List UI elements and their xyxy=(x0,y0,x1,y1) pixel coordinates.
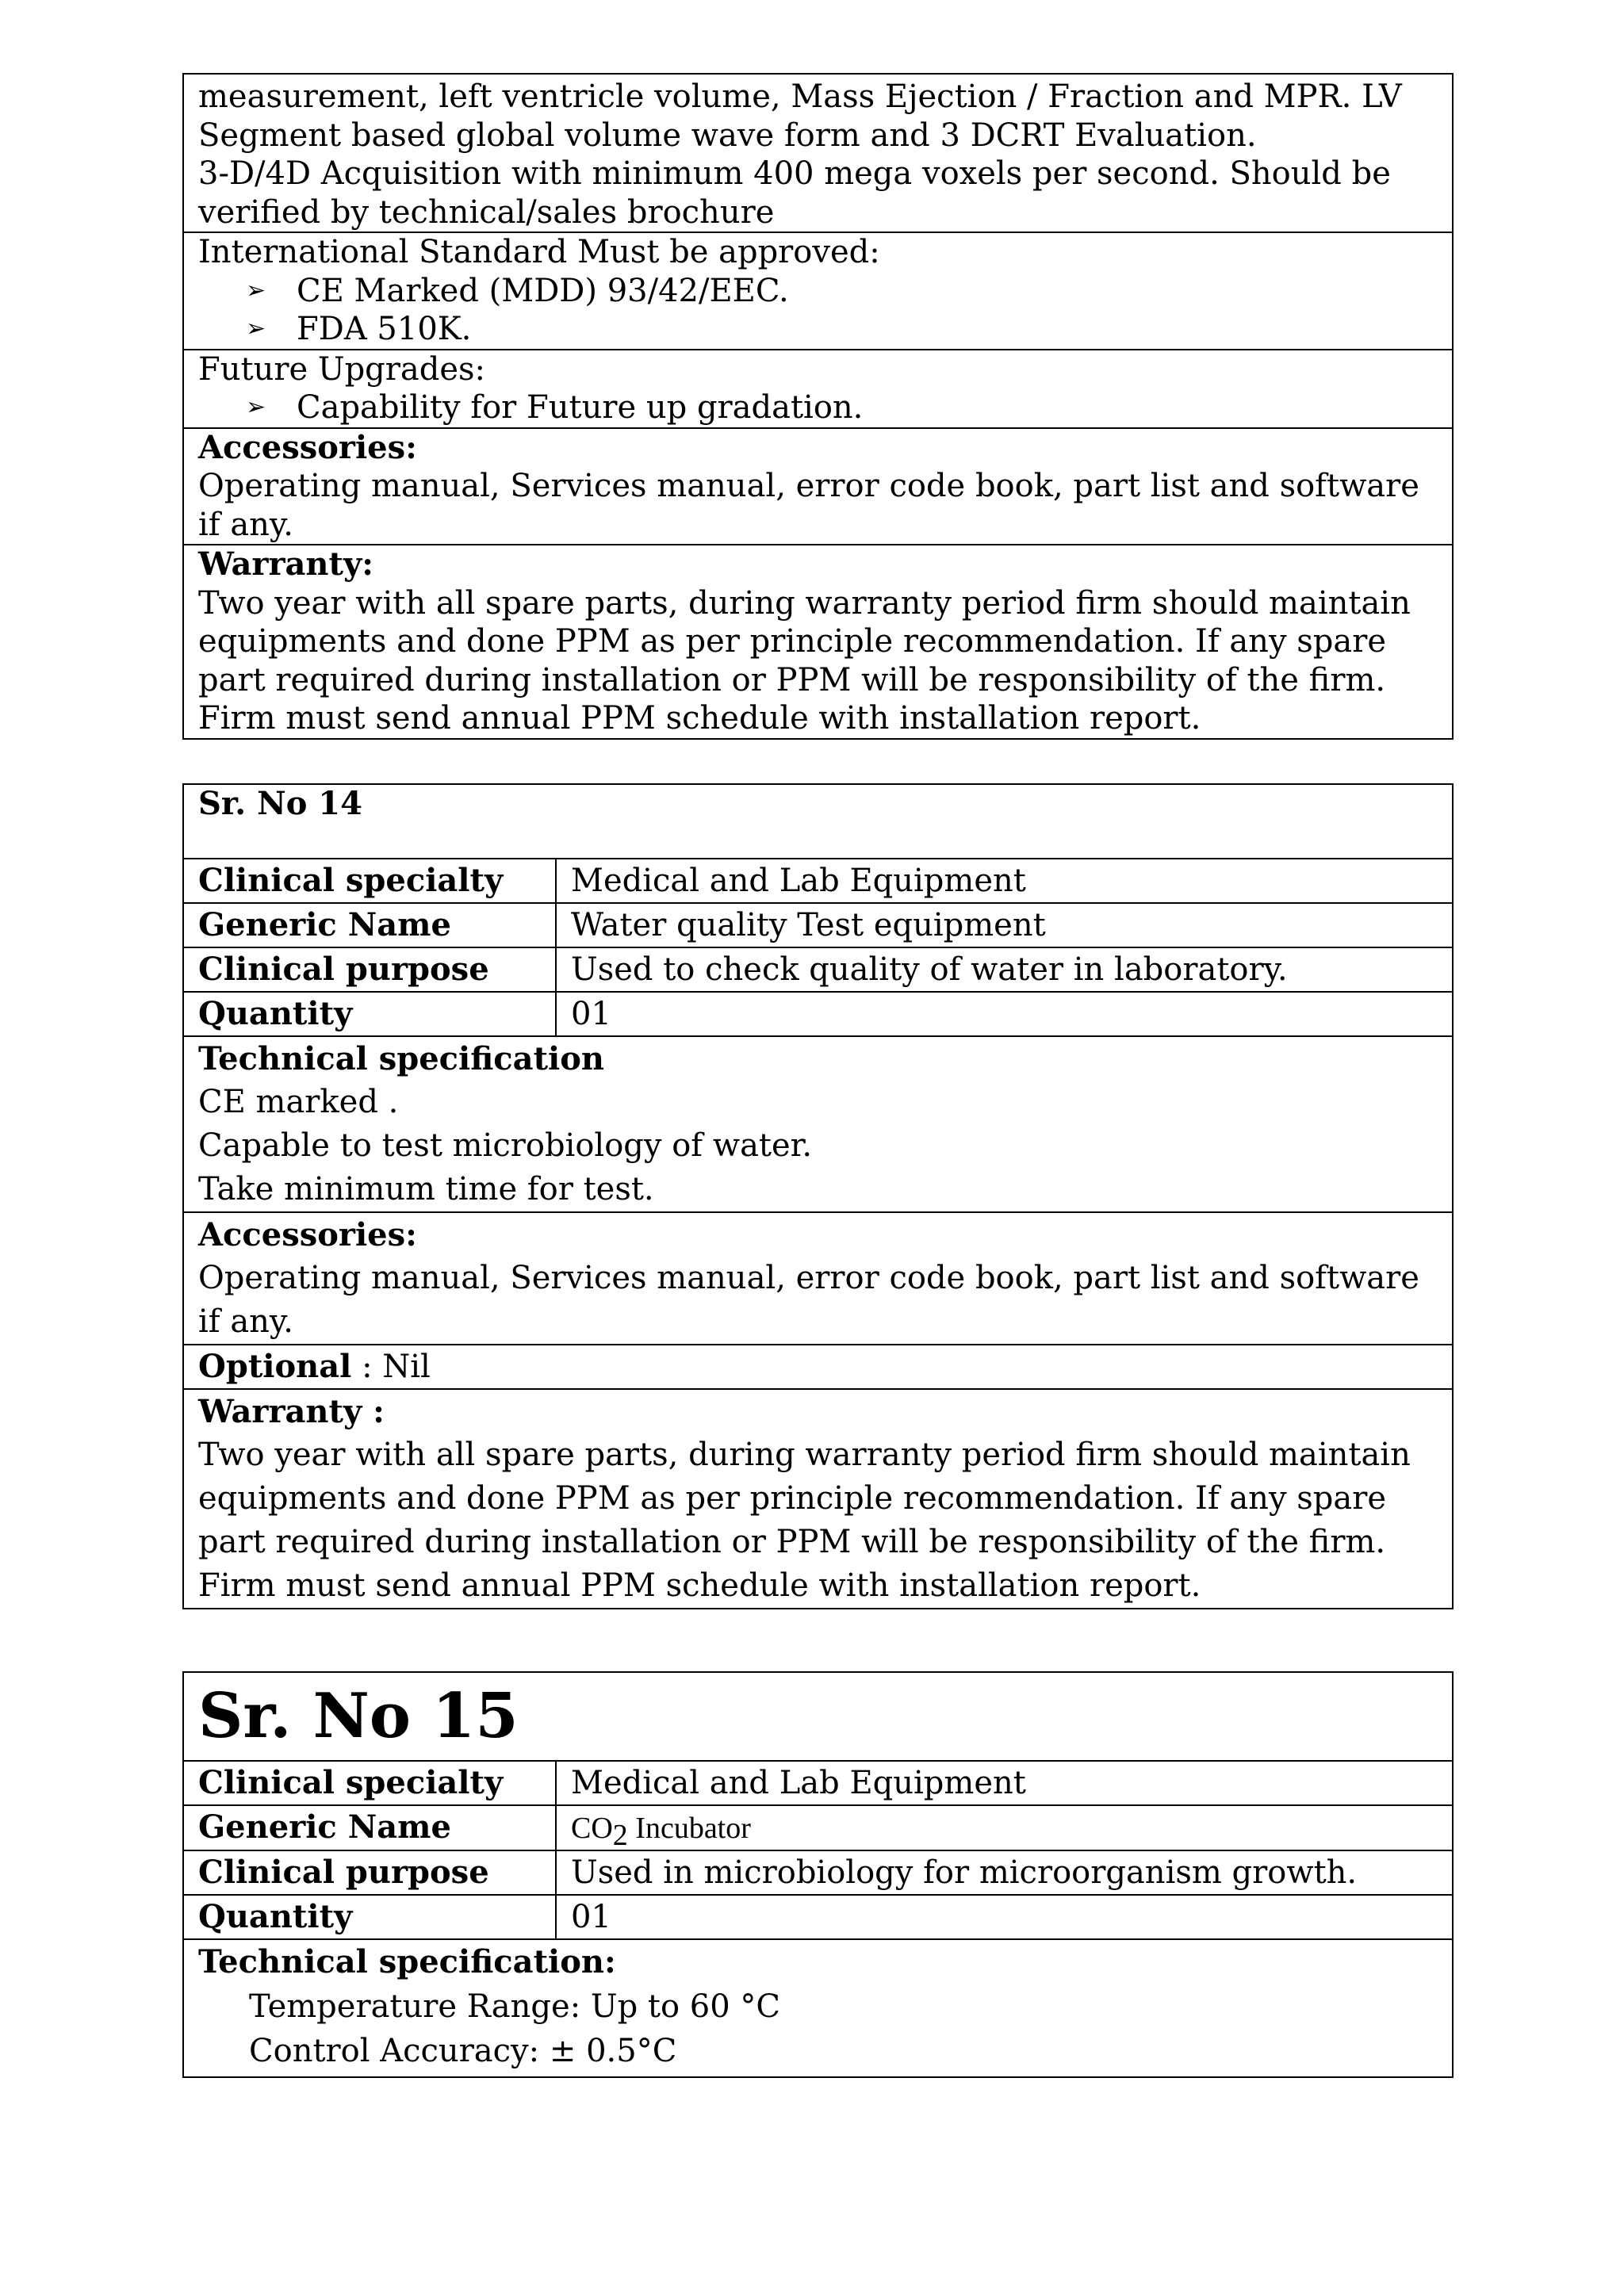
warranty-line: Firm must send annual PPM schedule with installation report. xyxy=(198,1567,1201,1604)
standard-item: ➢ FDA 510K. xyxy=(246,311,472,347)
continued-spec-table xyxy=(182,73,1454,740)
accessories-label: Accessories: xyxy=(198,1216,417,1253)
clinical-purpose-label: Clinical purpose xyxy=(183,947,556,992)
optional-cell xyxy=(183,1345,1453,1389)
optional-label: Optional xyxy=(198,1348,352,1385)
clinical-specialty-label: Clinical specialty xyxy=(183,1761,556,1805)
clinical-purpose-value: Used in microbiology for microorganism growth. xyxy=(556,1850,1453,1895)
warranty-line: Firm must send annual PPM schedule with installation report. xyxy=(198,700,1201,737)
generic-name-label: Generic Name xyxy=(183,1805,556,1850)
quantity-label: Quantity xyxy=(183,1895,556,1939)
tech-spec-line: Capable to test microbiology of water. xyxy=(198,1127,813,1164)
sr14-heading: Sr. No 14 xyxy=(183,784,1453,859)
warranty-line: Two year with all spare parts, during warranty period firm should maintain xyxy=(198,1437,1411,1473)
accessories-label: Accessories: xyxy=(198,428,417,466)
tech-spec-label: Technical specification xyxy=(198,1040,605,1077)
warranty-line: equipments and done PPM as per principle recommendation. If any spare xyxy=(198,1480,1387,1517)
spec-line: measurement, left ventricle volume, Mass Ejection / Fraction and MPR. LV xyxy=(198,78,1402,115)
generic-name-suffix: Incubator xyxy=(627,1812,751,1845)
warranty-line: part required during installation or PPM will be responsibility of the firm. xyxy=(198,1524,1386,1560)
sr15-table xyxy=(182,1671,1454,2078)
quantity-value: 01 xyxy=(556,1895,1453,1939)
arrow-bullet-icon: ➢ xyxy=(246,276,266,304)
accessories-cell xyxy=(183,428,1453,545)
sr15-heading: Sr. No 15 xyxy=(183,1672,1453,1761)
generic-name-value xyxy=(556,1805,1453,1850)
tech-spec-line: Temperature Range: Up to 60 °C xyxy=(249,1988,780,2025)
warranty-label: Warranty: xyxy=(198,545,373,583)
accessories-line: Operating manual, Services manual, error code book, part list and software xyxy=(198,1260,1419,1296)
spec-line: Segment based global volume wave form and 3 DCRT Evaluation. xyxy=(198,117,1257,154)
standard-item: ➢ CE Marked (MDD) 93/42/EEC. xyxy=(246,272,789,309)
spec-line: 3-D/4D Acquisition with minimum 400 mega voxels per second. Should be xyxy=(198,155,1391,192)
generic-name-label: Generic Name xyxy=(183,903,556,947)
tech-spec-line: Take minimum time for test. xyxy=(198,1171,654,1207)
standards-title: International Standard Must be approved: xyxy=(198,234,880,270)
tech-spec-label: Technical specification: xyxy=(198,1943,616,1980)
generic-name-prefix: CO xyxy=(571,1812,613,1845)
accessories-line: if any. xyxy=(198,1303,293,1340)
spec-cell xyxy=(183,74,1453,232)
clinical-specialty-value: Medical and Lab Equipment xyxy=(556,1761,1453,1805)
warranty-cell xyxy=(183,1389,1453,1609)
upgrades-title: Future Upgrades: xyxy=(198,350,486,388)
arrow-bullet-icon: ➢ xyxy=(246,315,266,342)
warranty-cell xyxy=(183,545,1453,739)
sr14-table xyxy=(182,783,1454,1609)
warranty-line: part required during installation or PPM will be responsibility of the firm. xyxy=(198,661,1386,698)
spec-line: verified by technical/sales brochure xyxy=(198,193,775,231)
tech-spec-cell xyxy=(183,1939,1453,2077)
standards-cell xyxy=(183,232,1453,350)
upgrades-cell xyxy=(183,350,1453,428)
warranty-label: Warranty : xyxy=(198,1393,385,1430)
warranty-line: Two year with all spare parts, during warranty period firm should maintain xyxy=(198,584,1411,622)
optional-value: : Nil xyxy=(351,1349,431,1385)
quantity-value: 01 xyxy=(556,992,1453,1036)
arrow-bullet-icon: ➢ xyxy=(246,393,266,421)
tech-spec-line: CE marked . xyxy=(198,1084,399,1120)
warranty-line: equipments and done PPM as per principle recommendation. If any spare xyxy=(198,623,1387,660)
accessories-cell xyxy=(183,1212,1453,1345)
accessories-line: if any. xyxy=(198,506,293,543)
clinical-specialty-label: Clinical specialty xyxy=(183,859,556,903)
tech-spec-line: Control Accuracy: ± 0.5°C xyxy=(249,2033,677,2069)
accessories-line: Operating manual, Services manual, error code book, part list and software xyxy=(198,468,1419,504)
clinical-purpose-value: Used to check quality of water in laboratory. xyxy=(556,947,1453,992)
quantity-label: Quantity xyxy=(183,992,556,1036)
generic-name-value: Water quality Test equipment xyxy=(556,903,1453,947)
generic-name-subscript: 2 xyxy=(612,1819,628,1852)
clinical-purpose-label: Clinical purpose xyxy=(183,1850,556,1895)
clinical-specialty-value: Medical and Lab Equipment xyxy=(556,859,1453,903)
upgrade-item: ➢ Capability for Future up gradation. xyxy=(246,389,864,426)
tech-spec-cell xyxy=(183,1036,1453,1212)
